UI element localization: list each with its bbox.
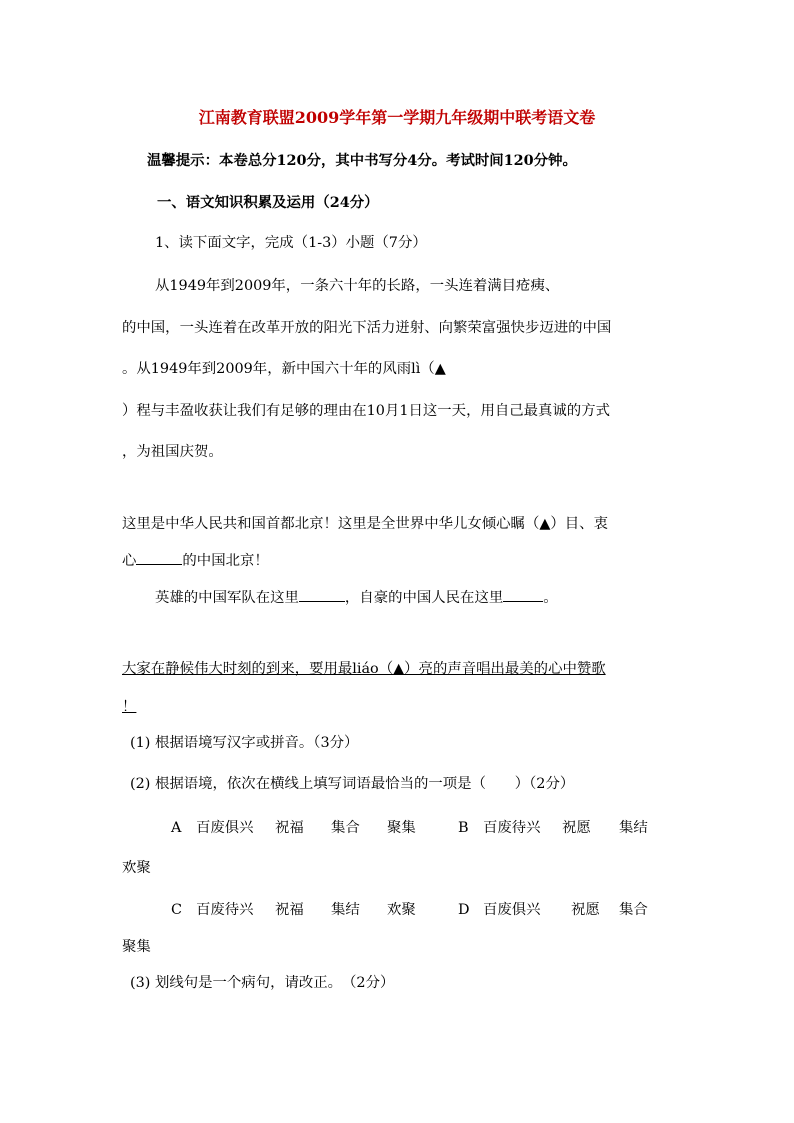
option-b-word-3: 集结	[619, 820, 648, 836]
passage-line-7	[122, 550, 269, 571]
underlined-sentence-end: ！	[122, 699, 137, 715]
option-b-letter: B	[458, 820, 469, 836]
sub-question-1: (1) 根据语境写汉字或拼音。（3分）	[130, 735, 359, 751]
fill-blank-1[interactable]	[136, 550, 182, 565]
option-d-word-1: 百废俱兴	[483, 902, 541, 918]
passage-line-2: 的中国，一头连着在改革开放的阳光下活力迸射、向繁荣富强快步迈进的中国	[122, 320, 612, 336]
section-heading: 一、语文知识积累及运用（24分）	[157, 194, 379, 211]
fill-blank-2[interactable]	[299, 587, 345, 602]
passage-line-8-a: 英雄的中国军队在这里	[155, 590, 299, 606]
sub-question-3: (3) 划线句是一个病句，请改正。 （2分）	[130, 975, 395, 991]
option-a-word-2: 祝福	[275, 820, 304, 836]
passage-line-8-b: ，自豪的中国人民在这里	[344, 590, 504, 606]
passage-line-7-end: 的中国北京！	[182, 553, 269, 569]
passage-line-7-start: 心	[122, 553, 137, 569]
option-c-letter: C	[171, 902, 183, 918]
option-b-word-4: 欢聚	[122, 860, 151, 876]
option-a-word-1: 百废俱兴	[196, 820, 254, 836]
option-d-word-3: 集合	[619, 902, 648, 918]
passage-line-4: ）程与丰盈收获让我们有足够的理由在10月1日这一天，用自己最真诚的方式	[122, 403, 610, 419]
option-c-word-3: 集结	[331, 902, 360, 918]
underlined-sentence: 大家在静候伟大时刻的到来，要用最liáo（▲）亮的声音唱出最美的心中赞歌	[122, 661, 606, 677]
option-c-word-2: 祝福	[275, 902, 304, 918]
option-a-letter: A	[171, 820, 182, 836]
passage-line-5: ，为祖国庆贺。	[122, 444, 223, 460]
question-intro: 1、读下面文字，完成（1-3）小题（7分）	[155, 235, 427, 251]
option-b-word-2: 祝愿	[562, 820, 591, 836]
passage-line-3: 。从1949年到2009年，新中国六十年的风雨lì（▲	[122, 361, 446, 377]
option-d-word-4: 聚集	[122, 939, 151, 955]
exam-title: 江南教育联盟2009学年第一学期九年级期中联考语文卷	[198, 108, 596, 127]
option-a-word-4: 聚集	[387, 820, 416, 836]
fill-blank-3[interactable]	[503, 587, 543, 602]
option-c-word-1: 百废待兴	[196, 902, 254, 918]
option-a-word-3: 集合	[331, 820, 360, 836]
passage-line-1: 从1949年到2009年，一条六十年的长路，一头连着满目疮痍、	[155, 278, 560, 294]
passage-line-6: 这里是中华人民共和国首都北京！这里是全世界中华儿女倾心瞩（▲）目、衷	[122, 516, 608, 532]
option-c-word-4: 欢聚	[387, 902, 416, 918]
option-b-word-1: 百废待兴	[483, 820, 541, 836]
passage-line-8	[155, 587, 558, 608]
sub-question-2: (2) 根据语境，依次在横线上填写词语最恰当的一项是（ ）（2分）	[130, 776, 575, 792]
option-d-letter: D	[458, 902, 470, 918]
option-d-word-2: 祝愿	[571, 902, 600, 918]
notice-text: 温馨提示：本卷总分120分，其中书写分4分。考试时间120分钟。	[147, 152, 577, 169]
passage-line-8-c: 。	[543, 590, 558, 606]
